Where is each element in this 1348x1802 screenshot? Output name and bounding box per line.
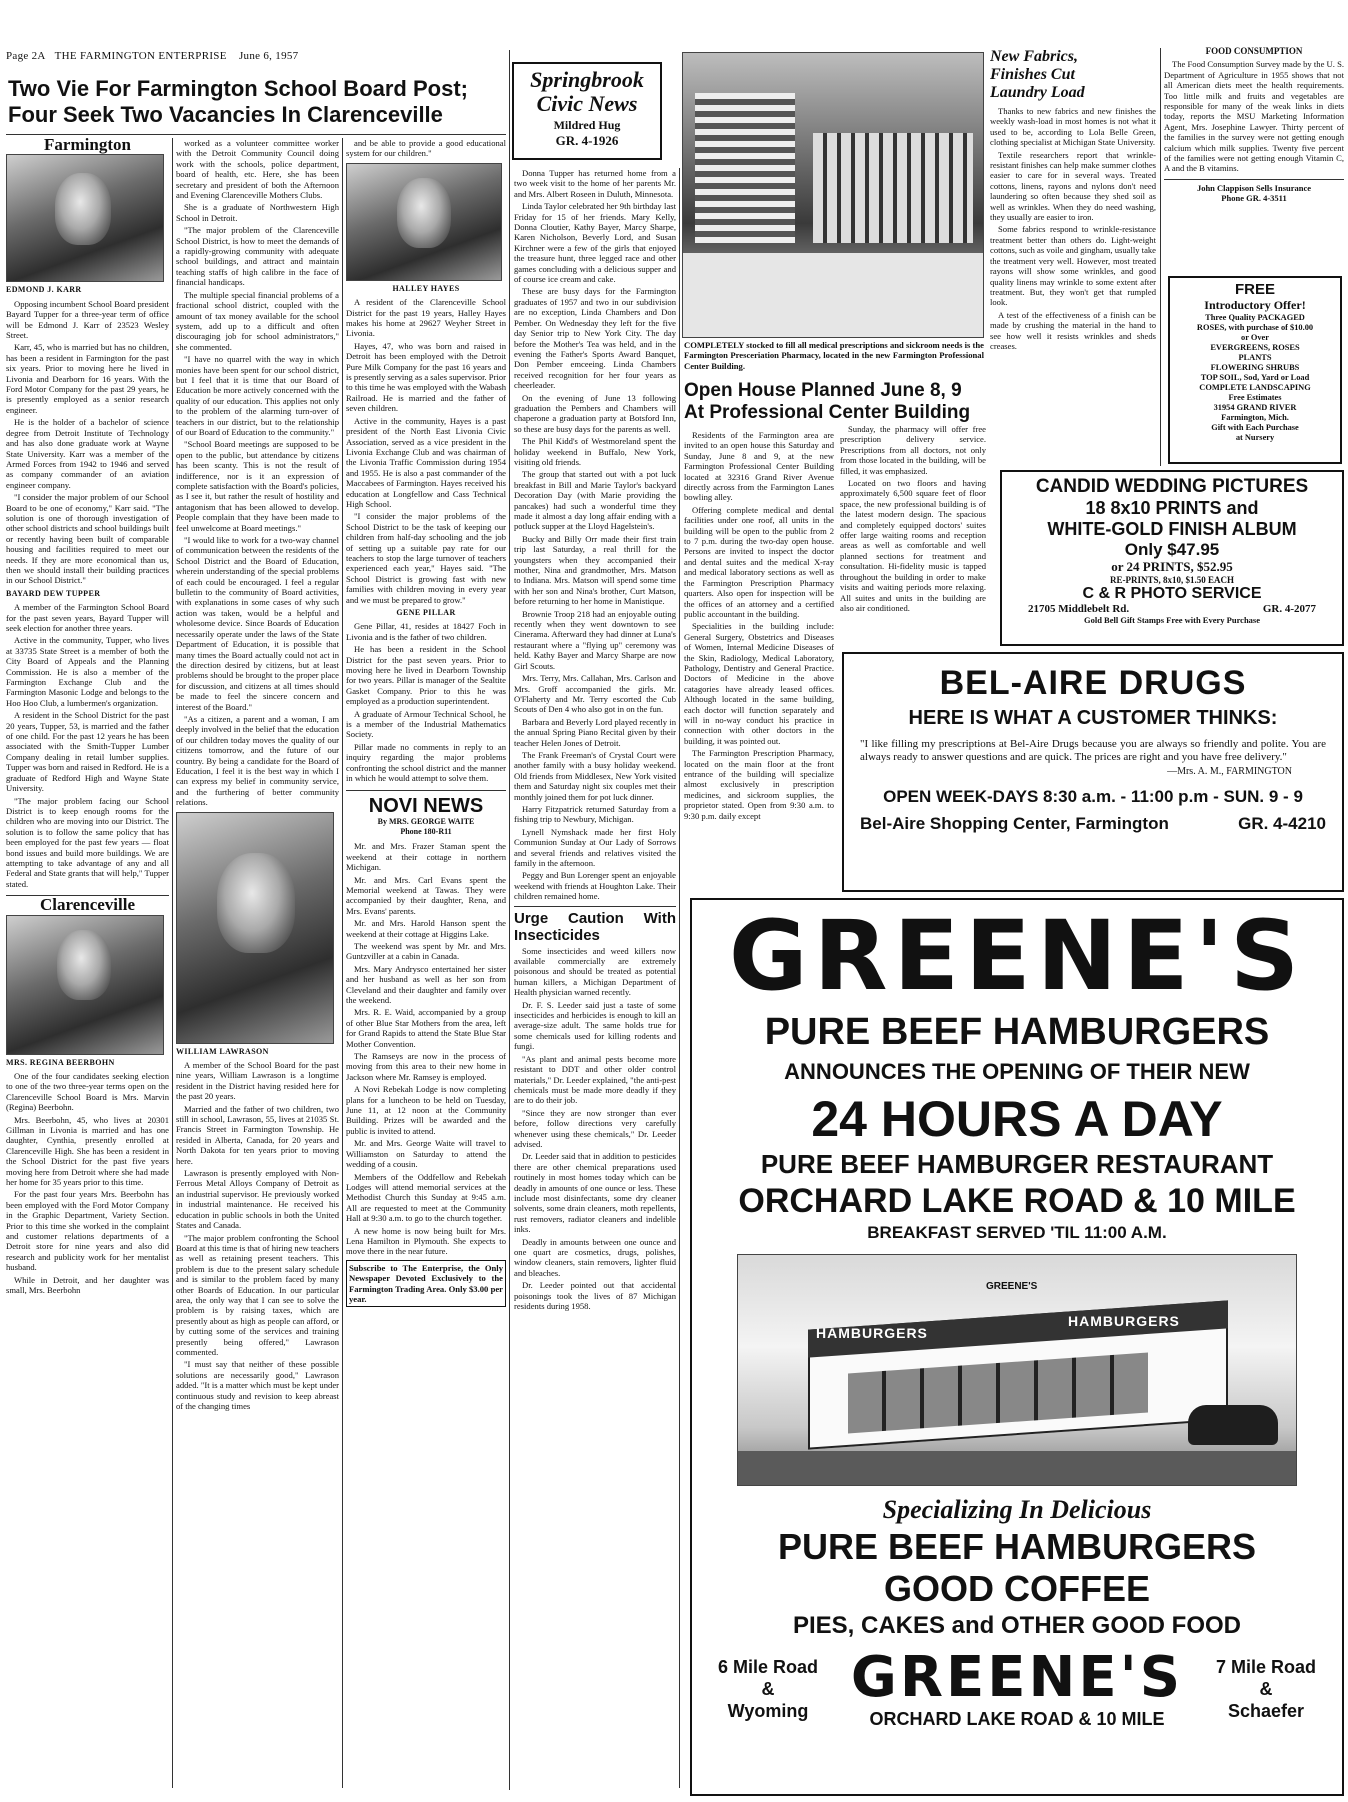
- greenes-line-1: PURE BEEF HAMBURGERS: [764, 1011, 1270, 1053]
- free-offer-line: Farmington, Mich.: [1221, 413, 1289, 422]
- right-location-line-3: Schaefer: [1227, 1701, 1305, 1721]
- paragraph: Pillar made no comments in reply to an inquiry regarding the major problems confronting the school district and the manner in which he would attempt to solve them.: [346, 741, 506, 784]
- paragraph: Gene Pillar, 41, resides at 18427 Foch in Livonia and is the father of two children.: [346, 621, 506, 642]
- paragraph: For the past four years Mrs. Beerbohn has been employed with the Ford Motor Company in the Graphic Department, Variety Section. Prior to this time she worked in the complaint and customer relations departments of a Detroit store for nine years and also did research and publicity work for her mentalist husband.: [6, 1189, 169, 1273]
- free-offer-line: EVERGREENS, ROSES: [1210, 343, 1300, 352]
- paragraph: Dr. F. S. Leeder said just a taste of some insecticides and herbicides is enough to kill an average-size adult. The same holds true for some chemicals used for killing rodents and fungi.: [514, 999, 676, 1052]
- wedding-line-2: 18 8x10 PRINTS and: [1085, 498, 1259, 518]
- open-house-line-2: At Professional Center Building: [684, 402, 971, 423]
- paragraph: Mr. and Mrs. Carl Evans spent the Memorial weekend at Tawas. They were accompanied by their daughter, Rena, and Mrs. Evans' parents.: [346, 874, 506, 916]
- store-location: Bel-Aire Shopping Center, Farmington: [860, 814, 1169, 833]
- paragraph: He has been a resident in the School District for the past seven years. Prior to moving here he lived in Dearborn Township for two years. Pillar is manager of the Sealtite Gasket Company. Prior to this he was employed as a production superintendent.: [346, 644, 506, 707]
- paragraph: Active in the community, Tupper, who lives at 33735 State Street is a member of both the City Board of Appeals and the Planning Commission. He is also a member of the Farmington Exchange Club and the Farmington Masonic Lodge and belongs to the Hoo Hoo Club, a lumbermen's organization.: [6, 635, 169, 708]
- wedding-pictures-ad: [1000, 470, 1344, 646]
- paragraph: Sunday, the pharmacy will offer free prescription delivery service. Prescriptions from all doctors, not only from those located in the building, will be filled, it was emphasized.: [840, 424, 986, 476]
- paragraph: and be able to provide a good educational system for our children.": [346, 138, 506, 159]
- paragraph: Barbara and Beverly Lord played recently in the annual Spring Piano Recital given by their teacher Helen Jones of Detroit.: [514, 716, 676, 748]
- paragraph: The weekend was spent by Mr. and Mrs. Guntzviller at a cabin in Canada.: [346, 940, 506, 962]
- paragraph: "I would like to work for a two-way channel of communication between the residents of the School District and the Board of Education, wherein understanding of the special problems of each could be encouraged. I feel a regular bulletin to the community of Board activities, with explanations in some cases of why such action was taken, would be a helpful and wholesome device. Since Boards of Education necessarily operate under the laws of the State Department of Education, it is possible that many times the Board actually could not act in the direction desired by citizens, but at least problems should be brought to the proper place for discussion, and citizens at all times should be made to feel the sincere concern and interest of the Board.": [176, 535, 339, 712]
- store-hours-weekdays: OPEN WEEK-DAYS 8:30 a.m. - 11:00 p.m: [883, 787, 1209, 806]
- paragraph: A resident in the School District for the past 20 years, Tupper, 53, is married and the father of one child. For the past 12 years he has been associated with the Smith-Tupper Lumber Company dealing in retail lumber supplies. Tupper was born and raised in Redford. He is a graduate of Redford High and Wayne State University.: [6, 710, 169, 794]
- wedding-line-3: WHITE-GOLD FINISH ALBUM: [1047, 519, 1297, 539]
- greenes-line-6: BREAKFAST SERVED 'TIL 11:00 A.M.: [867, 1223, 1167, 1242]
- customer-quote: "I like filling my prescriptions at Bel-Aire Drugs because you are always so friendly and polite. You are always ready to answer questions and are quick. The prices are right and you have free delivery.": [860, 738, 1326, 763]
- karr-photo: [6, 154, 164, 282]
- springbrook-byline: Mildred Hug: [553, 118, 621, 132]
- fabrics-headline-2: Finishes Cut: [990, 66, 1075, 83]
- beerbohn-photo: [6, 915, 164, 1055]
- hayes-caption: HALLEY HAYES: [392, 283, 460, 293]
- bel-aire-drugs-ad: [842, 652, 1344, 892]
- paragraph: Specialities in the building include: General Surgery, Obstetrics and Diseases of Women, Internal Medicine Diseases of the Skin, Radiology, Medical Laboratory, Pathology, Dentistry and General Practice. Doctors of Medicine in the above catagories have already leased offices. Although located in the same building, each doctor will function separately and will in no-way conduct his practice in connection with other doctors in the building, it was pointed out.: [684, 621, 834, 746]
- specializing-line: Specializing In Delicious: [882, 1495, 1152, 1524]
- paragraph: Donna Tupper has returned home from a two week visit to the home of her parents Mr. and Mrs. Albert Roseen in Duluth, Minnesota.: [514, 168, 676, 199]
- springbrook-header: [512, 62, 662, 160]
- free-offer-line: at Nursery: [1235, 433, 1275, 442]
- tupper-caption: BAYARD DEW TUPPER: [6, 588, 101, 598]
- open-house-column-b: [840, 424, 986, 646]
- paragraph: The Food Consumption Survey made by the U. S. Department of Agriculture in 1955 shows that not all American diets meet the health requirements. Too little milk and fruits and vegetables are responsible for many of the weak links in diets today, reports the MSU Marketing Information Agent, Mrs. Josephine Lawyer. Thirty percent of the families in the survey were not getting enough calcium which milk supplies. Twenty five percent of the families were not getting enough Vitamin C, A and the B vitamins.: [1164, 59, 1344, 174]
- greenes-line-5: ORCHARD LAKE ROAD & 10 MILE: [738, 1182, 1296, 1220]
- paragraph: Brownie Troop 218 had an enjoyable outing recently when they went downtown to see Cinerama. Afterward they had dinner at Luna's restaurant where a "flying up" ceremony was held. Kathy Bayer and Marcy Sharpe are now Girl Scouts.: [514, 608, 676, 671]
- restaurant-sign-top: GREENE'S: [986, 1281, 1038, 1292]
- paragraph: On the evening of June 13 following graduation the Pembers and Chambers will chaperone a graduation party at Botsford Inn, so these are busy days for the parents as well.: [514, 392, 676, 434]
- paragraph: One of the four candidates seeking election to one of the two three-year terms open on the Clarenceville School Board is Mrs. Marvin (Regina) Beerbohn.: [6, 1070, 169, 1113]
- studio-phone: GR. 4-2077: [1262, 603, 1316, 615]
- paragraph: Offering complete medical and dental facilities under one roof, all units in the building will be open to the public from 2 to 7 p.m. during the two-day open house. Persons are invited to inspect the doctor and dental suites and the medical X-ray and medical laboratory sections as well as the Farmington Prescription Pharmacy quarters. Also open for inspection will be the offices of an attorney and a certified public accountant in the building.: [684, 504, 834, 619]
- left-location: [698, 1656, 838, 1722]
- store-hours: [854, 787, 1332, 807]
- store-phone: GR. 4-4210: [1238, 814, 1326, 833]
- paragraph: The Farmington Prescription Pharmacy, located on the main floor at the front entrance of the building will specialize almost exclusively in prescription medicines, and sickroom supplies, the proprietor stated. Open from 9:30 a.m. to 9:30 p.m. daily except: [684, 748, 834, 821]
- bel-aire-title: BEL-AIRE DRUGS: [939, 664, 1247, 702]
- paragraph: "The major problem facing our School District is to keep enough rooms for the children who are moving into our District. The solution is to follow the same policy that has been employed for the past few years — float bond issues and build more buildings. We are attempting to take advantage of any and all Federal and State grants that will help," Tupper stated.: [6, 795, 169, 889]
- free-offer-line: 31954 GRAND RIVER: [1213, 403, 1297, 412]
- paragraph: "School Board meetings are supposed to be open to the public, but attendance by citizens has been scanty. This is not the result of indifference, nor is it an expression of complete satisfaction with the Board's policies, as I see it, but rather the result of hostility and antagonism that has been allowed to develop. People complain that they have been made to feel unwelcome at Board meetings.": [176, 439, 339, 533]
- open-house-line-1: Open House Planned June 8, 9: [684, 380, 962, 401]
- paragraph: "The major problem of the Clarenceville School District, is how to meet the demands of a rapidly-growing community with adequate school buildings, and attract and maintain teaching staffs of high calibre in the face of financial handicaps.: [176, 225, 339, 288]
- store-hours-sunday: - SUN. 9 - 9: [1213, 787, 1303, 806]
- greenes-line-2: ANNOUNCES THE OPENING OF THEIR NEW: [784, 1059, 1250, 1084]
- paragraph: Bucky and Billy Orr made their first train trip last Saturday, a real thrill for the youngsters when they accompanied their mother, Nina and grandmother, Mrs. Matson to Indiana. Mrs. Matson will spend some time with her son and Nina's brother, Curt Matson, before returning to her home in Manistique.: [514, 533, 676, 607]
- specialty-2: GOOD COFFEE: [883, 1568, 1150, 1609]
- greenes-line-3: 24 HOURS A DAY: [811, 1091, 1223, 1147]
- greenes-title: GREENE'S: [728, 900, 1306, 1012]
- springbrook-phone: GR. 4-1926: [555, 133, 619, 148]
- issue-date: June 6, 1957: [238, 50, 299, 62]
- paragraph: Mrs. Mary Andrysco entertained her sister and her husband as well as her son from Cleveland and their daughter and family over the weekend.: [346, 963, 506, 1005]
- food-title: FOOD CONSUMPTION: [1205, 46, 1303, 56]
- wedding-line-1: CANDID WEDDING PICTURES: [1035, 476, 1309, 497]
- paragraph: These are busy days for the Farmington graduates of 1957 and two in our subdivision are no exception, Linda Chambers and Don Pember. On Wednesday they left for the five day Senior trip to New York City. The day before the Mother's Tea was held, and in the evening the Father's Sports Award Banquet, Don Pember emceeing. Linda Chambers received recognition for her four years as cheerleader.: [514, 286, 676, 391]
- springbrook-column: [514, 168, 676, 1798]
- free-offer-line: or Over: [1241, 333, 1269, 342]
- fabrics-headline-1: New Fabrics,: [990, 48, 1078, 65]
- right-location-line-2: &: [1259, 1679, 1273, 1699]
- paragraph: She is a graduate of Northwestern High School in Detroit.: [176, 202, 339, 223]
- paragraph: Mr. and Mrs. George Waite will travel to Williamston on Saturday to attend the wedding of a cousin.: [346, 1138, 506, 1170]
- lawrason-photo: [176, 812, 334, 1044]
- paragraph: "I must say that neither of these possible solutions are necessarily good," Lawrason added. "It is a matter which must be kept under continuous study and revision to keep abreast of the changing times: [176, 1359, 339, 1411]
- column-3: [346, 138, 506, 1798]
- paragraph: Thanks to new fabrics and new finishes the weekly wash-load in most homes is not what it used to be, according to Lola Belle Green, clothing specialist at Michigan State University.: [990, 106, 1156, 148]
- studio-address: 21705 Middlebelt Rd.: [1028, 603, 1130, 615]
- pharmacy-photo: [682, 52, 984, 338]
- paragraph: Lawrason is presently employed with Non-Ferrous Metal Alloys Company of Detroit as an industrial supervisor. He previously worked in industrial maintenance. He received his education in public schools in both the United States and Canada.: [176, 1168, 339, 1231]
- subscribe-box: Subscribe to The Enterprise, the Only Newspaper Devoted Exclusively to the Farmington Trading Area. Only $3.00 per year.: [346, 1260, 506, 1308]
- open-house-headline: [684, 380, 984, 424]
- wedding-price: Only $47.95: [1124, 540, 1220, 559]
- paragraph: worked as a volunteer committee worker with the Detroit Community Council doing work with the schools, police department, board of health, etc. Here, she has been secretary and president of both the Afternoon and Evening Clarenceville Mothers Clubs.: [176, 138, 339, 201]
- paragraph: Some insecticides and weed killers now available commercially are extremely poisonous and should be treated as potential human killers, a Michigan Department of Health physician warned recently.: [514, 945, 676, 998]
- wedding-alt-price: or 24 PRINTS, $52.95: [1111, 559, 1233, 574]
- paragraph: Located on two floors and having approximately 6,500 square feet of floor space, the new professional building is of the latest modern design. The spacious and completely equipped doctors' suites offer large waiting rooms and reception areas as well as comfortable and well planned sections for treatment and consultation. Hi-fidelity music is tapped throughout the building in order to make visits and waiting periods more relaxing. All suites and units in the building are also air conditioned.: [840, 478, 986, 613]
- springbrook-title-2: Civic News: [536, 91, 638, 116]
- paragraph: "As plant and animal pests become more resistant to DDT and other older control materials," Dr. Leeder explained, "the anti-pest chemicals must be made more deadly if they are to do their job.: [514, 1053, 676, 1106]
- bel-aire-subtitle: HERE IS WHAT A CUSTOMER THINKS:: [908, 707, 1278, 729]
- paragraph: Hayes, 47, who was born and raised in Detroit has been employed with the Detroit Pure Milk Company for the past 16 years and is presently serving as a sales supervisor. Prior to this time he was employed with the Wabash Railroad. He is married and the father of seven children.: [346, 340, 506, 414]
- paragraph: A member of the School Board for the past nine years, William Lawrason is a longtime resident in the District having resided here for the past 20 years.: [176, 1060, 339, 1102]
- paragraph: "The major problem confronting the School Board at this time is that of hiring new teachers as well as retaining present teachers. This problem is due to the present salary schedule and is similar to the problem faced by many other Boards of Education. In our particular area, the only way that I can see to solve the problem is by raising taxes, which are presently about as high as people can afford, or by cutting some of the services and training presently being offered," Lawrason commented.: [176, 1232, 339, 1357]
- insurance-ad: [1164, 179, 1344, 204]
- food-story: [1164, 46, 1344, 272]
- paragraph: Mrs. Terry, Mrs. Callahan, Mrs. Carlson and Mrs. Groff accompanied the girls. Mr. O'Flaherty and Mr. Terry escorted the Cub Scouts of Den 4 who also got in on the fun.: [514, 673, 676, 715]
- paragraph: While in Detroit, and her daughter was small, Mrs. Beerbohn: [6, 1274, 169, 1296]
- hayes-photo: [346, 163, 502, 281]
- fabrics-headline: [990, 48, 1156, 102]
- farmington-label: Farmington: [44, 138, 131, 154]
- paragraph: "Since they are now stronger than ever before, follow directions very carefully whenever using these chemicals," Dr. Leeder advised.: [514, 1107, 676, 1149]
- paragraph: A new home is now being built for Mrs. Lena Hamilton in Plymouth. She expects to move there in the near future.: [346, 1225, 506, 1257]
- school-board-headline: [8, 76, 508, 128]
- paragraph: Peggy and Bun Lorenger spent an enjoyable weekend with friends at Houghton Lake. Their children remained home.: [514, 870, 676, 902]
- beerbohn-caption: MRS. REGINA BEERBOHN: [6, 1057, 115, 1067]
- free-offer-line: COMPLETE LANDSCAPING: [1199, 383, 1311, 392]
- paragraph: Residents of the Farmington area are invited to an open house this Saturday and Sunday, June 8 and 9, at the new Farmington Professional Center Building located at 32316 Grand River Avenue directly across from the Farmington Lanes bowling alley.: [684, 430, 834, 503]
- open-house-column-a: [684, 430, 834, 878]
- paragraph: Dr. Leeder pointed out that accidental poisonings took the lives of 87 Michigan residents during 1958.: [514, 1280, 676, 1312]
- free-offer-line: ROSES, with purchase of $10.00: [1196, 323, 1314, 332]
- paragraph: The Ramseys are now in the process of moving from this area to their new home in Jackson where Mr. Ramsey is employed.: [346, 1051, 506, 1082]
- paragraph: "I consider the major problems of the School District to be the task of keeping our children from half-day schooling and the job of setting up a suitable pay rate for our teachers to stop the large turnover of teachers experienced each year," Hayes said. "The School District is growing fast with new families with children moving in every year and we must be prepared to grow.": [346, 511, 506, 605]
- paragraph: A test of the effectiveness of a finish can be made by crushing the material in the hand to see how well it resists wrinkles and sheds creases.: [990, 309, 1156, 351]
- paragraph: Dr. Leeder said that in addition to pesticides there are other chemical preparations used routinely in most homes today which can be deadly in amounts of one ounce or less. These include most disinfectants, some dry cleaner solvents, some drain cleaners, moth repellents, rust removers, radiator cleaners and indelible inks.: [514, 1151, 676, 1235]
- greenes-ad: [690, 898, 1344, 1796]
- paragraph: Married and the father of two children, two still in school, Lawrason, 55, lives at 21035 St. Francis Street in Farmington Township. He resided in Alberta, Canada, for 20 years and North Dakota for ten years prior to moving here.: [176, 1103, 339, 1166]
- insurance-line-2: Phone GR. 4-3511: [1221, 193, 1287, 204]
- specialty-1: PURE BEEF HAMBURGERS: [777, 1526, 1257, 1567]
- paragraph: Mr. and Mrs. Harold Hanson spent the weekend at their cottage at Higgins Lake.: [346, 918, 506, 939]
- page-number: Page 2A: [6, 50, 46, 62]
- quote-signature: —Mrs. A. M., FARMINGTON: [1167, 766, 1292, 777]
- free-offer-line: Free Estimates: [1228, 393, 1282, 402]
- novi-byline: By MRS. GEORGE WAITE: [377, 816, 475, 826]
- paragraph: A Novi Rebekah Lodge is now completing plans for a luncheon to be held on Tuesday, June 11, at 12 noon at the Community Building. Prizes will be awarded and the public is invited to attend.: [346, 1084, 506, 1136]
- paragraph: Karr, 45, who is married but has no children, has been a resident in Farmington for the past six years. Prior to moving here he lived in Livonia and Dearborn for 16 years. With the Ford Motor Company for the past 29 years, he is presently employed as a senior research engineer.: [6, 342, 169, 415]
- greenes-bottom-title: GREENE'S: [850, 1645, 1184, 1710]
- restaurant-sign-right: HAMBURGERS: [1068, 1313, 1180, 1329]
- lawrason-caption: WILLIAM LAWRASON: [176, 1046, 269, 1056]
- paragraph: The Frank Freeman's of Crystal Court were another family with a busy holiday weekend. Old friends from Middlesex, New York visited them and Saturday night six couples met their monthly joined them for pot luck dinner.: [514, 749, 676, 802]
- insecticide-headline: Urge Caution With Insecticides: [514, 906, 676, 944]
- greenes-line-4: PURE BEEF HAMBURGER RESTAURANT: [760, 1149, 1274, 1179]
- insurance-line-1: John Clappison Sells Insurance: [1196, 182, 1312, 193]
- paragraph: Active in the community, Hayes is a past president of the North East Livonia Civic Association, served as a vice president in the Livonia Exchange Club and was chairman of the Livonia Traffic Commission during 1954 and 1955. He is also a past commander of the Maccabees of Farmington. Hayes received his education at Longfellow and Cass Technical High School.: [346, 415, 506, 509]
- paper-name: THE FARMINGTON ENTERPRISE: [54, 50, 227, 62]
- fabrics-headline-3: Laundry Load: [990, 84, 1085, 101]
- pharmacy-caption: COMPLETELY stocked to fill all medical prescriptions and sickroom needs is the Farmington Presceriation Pharmacy, located in the new Farmington Professional Center Building.: [684, 340, 984, 371]
- paragraph: Linda Taylor celebrated her 9th birthday last Friday for 15 of her friends. Mary Kelly, Donna Cloutier, Kathy Bayer, Marcy Sharpe, Karen Nicholson, Beverly Lord, and Susan Kirchner were a few of the girls that enjoyed the treasure hunt, three legged race and other games concluding with a delicious supper and of course ice cream and cake.: [514, 201, 676, 285]
- paragraph: Lynell Nymshack made her first Holy Communion Sunday at Our Lady of Sorrows and several friends and relatives visited the family in the afternoon.: [514, 826, 676, 868]
- right-location: [1196, 1656, 1336, 1722]
- clarenceville-label: Clarenceville: [6, 895, 169, 910]
- wedding-reprints: RE-PRINTS, 8x10, $1.50 EACH: [1109, 575, 1234, 585]
- paragraph: The group that started out with a pot luck breakfast in Bill and Marie Taylor's backyard Decoration Day (with Marie providing the pancakes) had such a wonderful time they made it almost a day long affair ending with a potluck supper at the Lloyd Hagelstein's.: [514, 469, 676, 532]
- left-location-line-3: Wyoming: [727, 1701, 809, 1721]
- gift-stamps-note: Gold Bell Gift Stamps Free with Every Purchase: [1083, 615, 1261, 625]
- pillar-caption: GENE PILLAR: [396, 608, 456, 617]
- left-location-line-1: 6 Mile Road: [717, 1657, 819, 1677]
- springbrook-title-1: Springbrook: [530, 67, 644, 92]
- novi-news-header: [346, 790, 506, 838]
- masthead: [6, 50, 426, 62]
- paragraph: Mr. and Mrs. Frazer Staman spent the weekend at their cottage in northern Michigan.: [346, 841, 506, 873]
- novi-phone: Phone 180-R11: [400, 826, 452, 836]
- free-offer-line: FLOWERING SHRUBS: [1210, 363, 1300, 372]
- novi-title: NOVI NEWS: [368, 794, 484, 817]
- paragraph: The Phil Kidd's of Westmoreland spent the holiday weekend in Buffalo, New York, visiting old friends.: [514, 436, 676, 467]
- paragraph: The multiple special financial problems of a fractional school district, coupled with the amount of tax money available for the school system, add up to a difficult and often discouraging job for school administrators," she commented.: [176, 289, 339, 352]
- headline-line-1: Two Vie For Farmington School Board Post;: [8, 76, 468, 101]
- headline-line-2: Four Seek Two Vacancies In Clarenceville: [8, 102, 443, 127]
- paragraph: A graduate of Armour Technical School, he is a member of the Industrial Mathematics Society.: [346, 708, 506, 740]
- column-1: [6, 138, 169, 1798]
- free-offer-line: PLANTS: [1238, 353, 1272, 362]
- restaurant-photo: [737, 1254, 1297, 1486]
- specialty-3: PIES, CAKES and OTHER GOOD FOOD: [792, 1612, 1242, 1639]
- paragraph: A member of the Farmington School Board for the past seven years, Bayard Tupper will seek election for another three years.: [6, 602, 169, 633]
- paragraph: "As a citizen, a parent and a woman, I am deeply involved in the belief that the education of our children today moves the quality of our citizens tomorrow, and the future of our country. By being a candidate for the Board of Education, I feel it is the best way in which I can express my belief in community service, and the furthering of better community relations.: [176, 713, 339, 808]
- paragraph: Some fabrics respond to wrinkle-resistance treatment better than others do. Light-weight cottons, such as voile and gingham, usually take the treatment very well. However, most treated rayons will show some wrinkles, and good quality linens may wrinkle to some extent after treatment. But, they won't get that rumpled look.: [990, 224, 1156, 308]
- free-offer-line: TOP SOIL, Sod, Yard or Load: [1200, 373, 1310, 382]
- paragraph: "I consider the major problem of our School Board to be one of economy," Karr said. "The solution is one of thorough investigation of other school districts and school buildings built or recently having been built of comparable housing and facilities required to meet our needs. If they are more economical than us, then we should install their building practices in our School District.": [6, 492, 169, 586]
- paragraph: Opposing incumbent School Board president Bayard Tupper for a three-year term of office will be Edmond J. Karr of 23523 Wesley Street.: [6, 298, 169, 341]
- greenes-bottom-location: ORCHARD LAKE ROAD & 10 MILE: [869, 1709, 1165, 1729]
- free-offer-line: Three Quality PACKAGED: [1205, 313, 1305, 322]
- free-offer-title-2: Introductory Offer!: [1204, 298, 1306, 312]
- paragraph: Harry Fitzpatrick returned Saturday from a fishing trip to Newbury, Michigan.: [514, 803, 676, 825]
- fabrics-story: [990, 48, 1156, 460]
- paragraph: Textile researchers report that wrinkle-resistant finishes can help make summer clothes easier to care for in several ways. Treated cottons, linens, rayons and nylons don't need laundering so often because they shed soil as well as wrinkles. When they do need washing, they usually are easier to iron.: [990, 149, 1156, 223]
- free-offer-line: Gift with Each Purchase: [1211, 423, 1299, 432]
- right-location-line-1: 7 Mile Road: [1215, 1657, 1317, 1677]
- column-2: [176, 138, 339, 1798]
- paragraph: Mrs. Beerbohn, 45, who lives at 20301 Gillman in Livonia is married and has one daughter, Cynthia, presently enrolled at Clarenceville High. She has been a resident in the School District for the past five years moving here from Detroit where she had made her home for 35 years prior to this time.: [6, 1114, 169, 1188]
- paragraph: "I have no quarrel with the way in which monies have been spent for our school district, but I feel that it is time that our Board of Education be more actively concerned with the quality of our education. This applies not only to the problem of the alarming turn-over of teachers in our district, but to the relationship of our Board of Education to the community.": [176, 354, 339, 437]
- paragraph: Mrs. R. E. Waid, accompanied by a group of other Blue Star Mothers from the area, left for Grand Rapids to attend the State Blue Star Mother Convention.: [346, 1007, 506, 1049]
- paragraph: A resident of the Clarenceville School District for the past 19 years, Halley Hayes makes his home at 29627 Weyher Street in Livonia.: [346, 297, 506, 339]
- free-offer-ad: [1168, 276, 1342, 464]
- paragraph: He is the holder of a bachelor of science degree from Detroit Institute of Technology and has also done graduate work at Wayne State University. Karr was a member of the Armed Forces from 1942 to 1946 and served as company commander of an aviation engineer company.: [6, 417, 169, 490]
- free-offer-title-1: FREE: [1234, 281, 1275, 298]
- restaurant-sign-left: HAMBURGERS: [816, 1325, 928, 1341]
- paragraph: Deadly in amounts between one ounce and one quart are cosmetics, drugs, polishes, window cleaners, stain removers, lighter fluid and bleaches.: [514, 1236, 676, 1278]
- karr-caption: EDMOND J. KARR: [6, 285, 82, 295]
- left-location-line-2: &: [761, 1679, 775, 1699]
- photo-studio-name: C & R PHOTO SERVICE: [1082, 585, 1262, 602]
- paragraph: Members of the Oddfellow and Rebekah Lodges will attend memorial services at the Methodist Church this Sunday at 9:45 a.m. All are requested to meet at the Community Hall at 9:30 a.m. to go to the church together.: [346, 1171, 506, 1224]
